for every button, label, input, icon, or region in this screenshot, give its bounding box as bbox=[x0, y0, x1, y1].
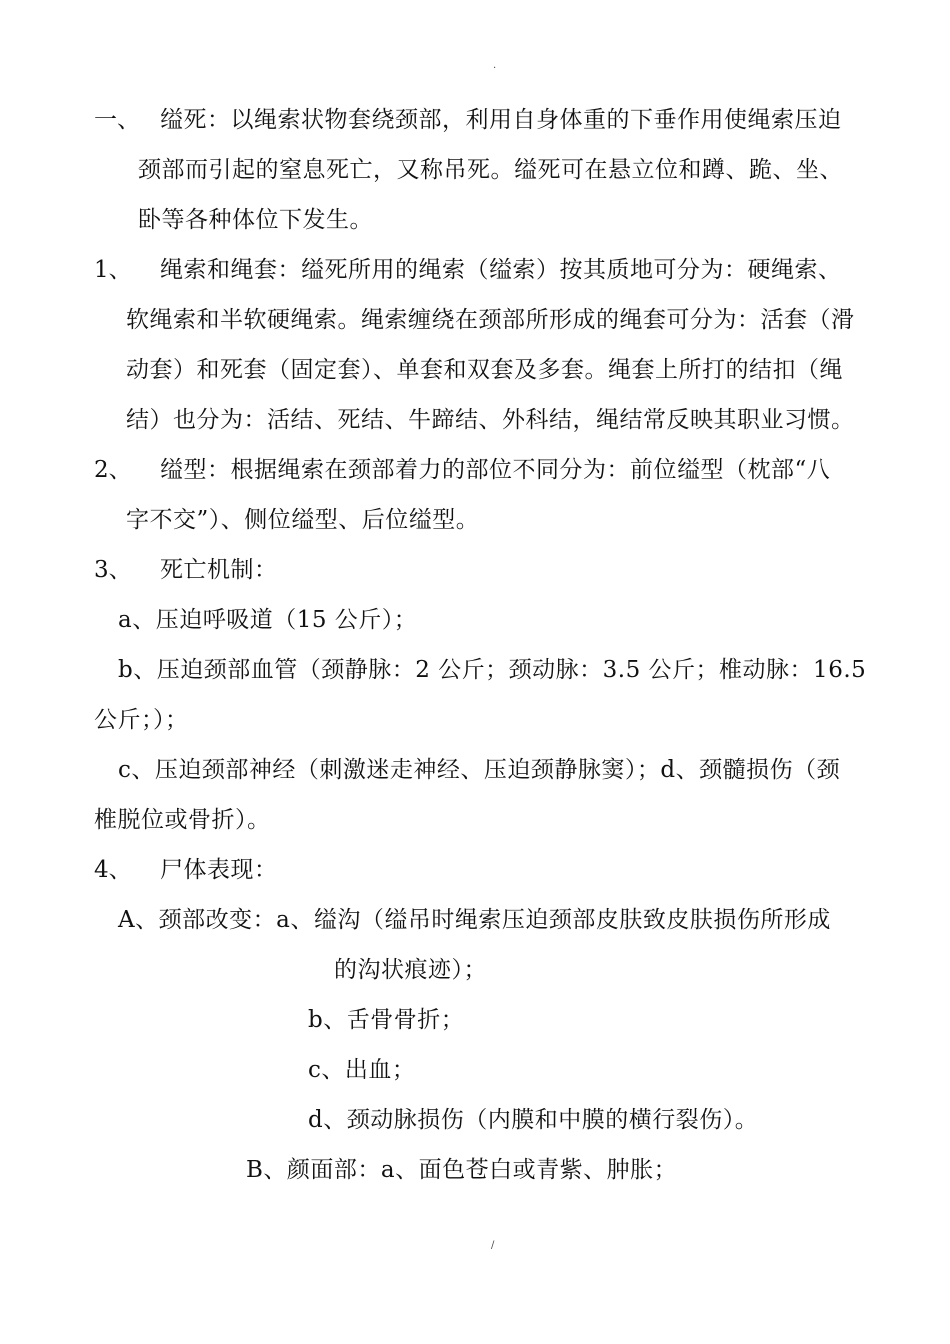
item-2-line-1: 缢型：根据绳索在颈部着力的部位不同分为：前位缢型（枕部“八 bbox=[160, 457, 831, 483]
item-3-title: 死亡机制： bbox=[160, 557, 278, 583]
section-one-line-3: 卧等各种体位下发生。 bbox=[138, 207, 373, 233]
item-1-line-4: 结）也分为：活结、死结、牛蹄结、外科结，绳结常反映其职业习惯。 bbox=[126, 407, 855, 433]
item-4-A-b: b、舌骨骨折； bbox=[308, 1007, 465, 1033]
header-mark: . bbox=[493, 60, 497, 71]
item-4-A-line-2: 的沟状痕迹）； bbox=[334, 957, 487, 983]
item-3-marker: 3、 bbox=[94, 557, 132, 583]
section-one-line-1: 缢死：以绳索状物套绕颈部，利用自身体重的下垂作用使绳索压迫 bbox=[160, 107, 842, 133]
item-4-A-line-1: A、颈部改变：a、缢沟（缢吊时绳索压迫颈部皮肤致皮肤损伤所形成 bbox=[118, 907, 831, 933]
footer-mark: / bbox=[491, 1240, 495, 1251]
item-1-marker: 1、 bbox=[94, 257, 132, 283]
item-2-line-2: 字不交”）、侧位缢型、后位缢型。 bbox=[126, 507, 480, 533]
item-1-line-3: 动套）和死套（固定套）、单套和双套及多套。绳套上所打的结扣（绳 bbox=[126, 357, 843, 383]
item-4-title: 尸体表现： bbox=[160, 857, 278, 883]
item-4-A-c: c、出血； bbox=[308, 1057, 416, 1083]
section-one-line-2: 颈部而引起的窒息死亡，又称吊死。缢死可在悬立位和蹲、跪、坐、 bbox=[138, 157, 843, 183]
item-3-c-line-1: c、压迫颈部神经（刺激迷走神经、压迫颈静脉窦）；d、颈髓损伤（颈 bbox=[118, 757, 841, 783]
item-3-a: a、压迫呼吸道（15 公斤）； bbox=[118, 607, 418, 633]
item-2-marker: 2、 bbox=[94, 457, 132, 483]
item-3-c-line-2: 椎脱位或骨折）。 bbox=[94, 807, 271, 833]
item-1-line-1: 绳索和绳套：缢死所用的绳索（缢索）按其质地可分为：硬绳索、 bbox=[160, 257, 842, 283]
item-4-marker: 4、 bbox=[94, 857, 132, 883]
item-4-B-line: B、颜面部：a、面色苍白或青紫、肿胀； bbox=[246, 1157, 678, 1183]
item-4-A-d: d、颈动脉损伤（内膜和中膜的横行裂伤）。 bbox=[308, 1107, 759, 1133]
item-1-line-2: 软绳索和半软硬绳索。绳索缠绕在颈部所形成的绳套可分为：活套（滑 bbox=[126, 307, 855, 333]
section-one-marker: 一、 bbox=[94, 107, 140, 133]
item-3-b-line-1: b、压迫颈部血管（颈静脉：2 公斤；颈动脉：3.5 公斤；椎动脉：16.5 bbox=[118, 657, 867, 683]
item-3-b-line-2: 公斤；）； bbox=[94, 707, 189, 733]
